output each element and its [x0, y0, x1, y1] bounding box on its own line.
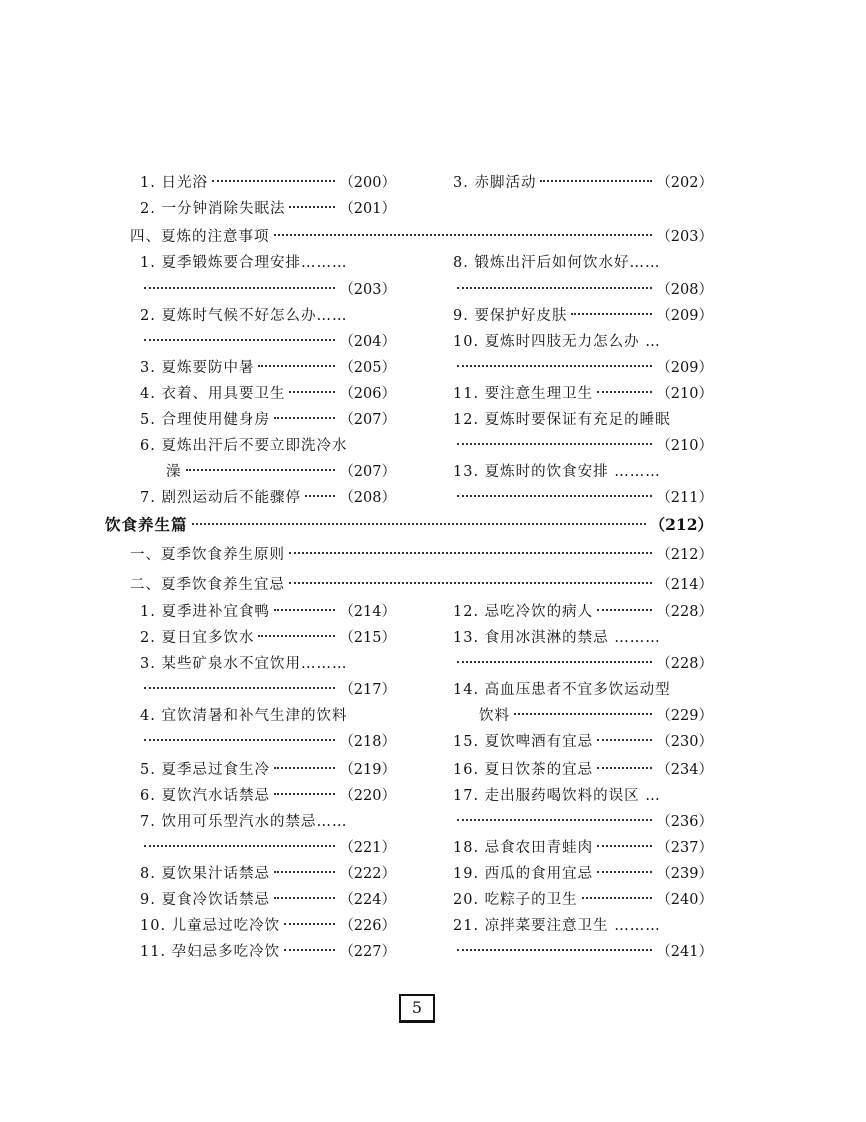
- toc-entry: [140, 331, 396, 353]
- toc-entry-title: 12. 忌吃冷饮的病人: [453, 604, 594, 620]
- dot-leader: [289, 391, 335, 393]
- toc-entry: [140, 811, 396, 833]
- toc-entry-page: （241）: [656, 944, 713, 960]
- toc-row: [0, 514, 866, 536]
- dot-leader: [457, 287, 652, 289]
- toc-entry: [453, 837, 713, 859]
- toc-entry-title: 11. 要注意生理卫生: [453, 386, 594, 402]
- toc-entry-title: 4. 宜饮清暑和补气生津的饮料: [140, 708, 348, 724]
- toc-entry: [140, 461, 396, 483]
- toc-entry: [140, 487, 396, 509]
- toc-entry-page: （207）: [339, 464, 396, 480]
- toc-entry-page: （236）: [656, 814, 713, 830]
- dot-leader: [305, 495, 335, 497]
- toc-entry-title: 6. 夏饮汽水话禁忌: [140, 788, 270, 804]
- dot-leader: [258, 365, 335, 367]
- toc-entry: [140, 705, 396, 727]
- toc-entry-page: （229）: [656, 708, 713, 724]
- toc-row: [0, 679, 866, 701]
- toc-entry-page: （203）: [656, 229, 713, 245]
- toc-row: [0, 461, 866, 483]
- toc-entry-page: （209）: [656, 360, 713, 376]
- toc-entry-title: 17. 走出服药喝饮料的误区 …: [453, 788, 661, 804]
- dot-leader: [597, 767, 652, 769]
- toc-row: [0, 383, 866, 405]
- dot-leader: [274, 897, 335, 899]
- dot-leader: [457, 819, 652, 821]
- dot-leader: [274, 417, 335, 419]
- toc-entry: [453, 627, 713, 649]
- dot-leader: [597, 871, 652, 873]
- toc-entry-title: 澡: [166, 464, 182, 480]
- toc-entry: [140, 198, 396, 220]
- toc-entry: [453, 172, 713, 194]
- toc-entry: [453, 383, 713, 405]
- toc-entry-title: 16. 夏日饮茶的宜忌: [453, 762, 594, 778]
- toc-entry: [453, 889, 713, 911]
- toc-row: [0, 198, 866, 220]
- toc-entry: [453, 487, 713, 509]
- toc-section-heading: [130, 574, 713, 596]
- toc-entry: [140, 759, 396, 781]
- dot-leader: [284, 949, 335, 951]
- dot-leader: [274, 609, 335, 611]
- toc-entry-page: （212）: [649, 515, 713, 534]
- toc-entry-title: 12. 夏炼时要保证有充足的睡眠: [453, 412, 671, 428]
- dot-leader: [289, 552, 652, 554]
- dot-leader: [144, 339, 335, 341]
- toc-section-heading: [130, 226, 713, 248]
- toc-entry-page: （205）: [339, 360, 396, 376]
- toc-entry-page: （222）: [339, 866, 396, 882]
- toc-entry: [140, 601, 396, 623]
- toc-entry-title: 13. 夏炼时的饮食安排 ………: [453, 464, 661, 480]
- toc-entry: [453, 252, 713, 274]
- dot-leader: [274, 767, 335, 769]
- toc-entry-title: 饮食养生篇: [105, 515, 188, 534]
- dot-leader: [274, 871, 335, 873]
- toc-entry-title: 饮料: [479, 708, 510, 724]
- toc-entry-page: （202）: [656, 175, 713, 191]
- toc-entry-page: （218）: [339, 734, 396, 750]
- toc-entry-title: 7. 剧烈运动后不能骤停: [140, 490, 301, 506]
- toc-entry: [140, 731, 396, 753]
- toc-row: [0, 811, 866, 833]
- dot-leader: [597, 609, 652, 611]
- toc-entry-page: （208）: [339, 490, 396, 506]
- toc-entry-page: （204）: [339, 334, 396, 350]
- toc-section-heading: [130, 544, 713, 566]
- toc-entry-title: 15. 夏饮啤酒有宜忌: [453, 734, 594, 750]
- toc-entry-page: （237）: [656, 840, 713, 856]
- dot-leader: [597, 845, 652, 847]
- dot-leader: [289, 206, 335, 208]
- toc-entry-page: （234）: [656, 762, 713, 778]
- toc-entry-page: （228）: [656, 656, 713, 672]
- dot-leader: [274, 234, 653, 236]
- toc-entry-title: 4. 衣着、用具要卫生: [140, 386, 286, 402]
- toc-entry-page: （214）: [339, 604, 396, 620]
- toc-entry-page: （217）: [339, 682, 396, 698]
- toc-entry-title: 20. 吃粽子的卫生: [453, 892, 578, 908]
- toc-entry-title: 8. 夏饮果汁话禁忌: [140, 866, 270, 882]
- toc-row: [0, 357, 866, 379]
- toc-entry: [140, 357, 396, 379]
- dot-leader: [457, 365, 652, 367]
- toc-row: [0, 837, 866, 859]
- toc-entry-title: 2. 夏日宜多饮水: [140, 630, 255, 646]
- toc-row: [0, 863, 866, 885]
- toc-entry-page: （220）: [339, 788, 396, 804]
- dot-leader: [457, 661, 652, 663]
- toc-entry-title: 一、夏季饮食养生原则: [130, 547, 285, 563]
- toc-entry: [453, 435, 713, 457]
- toc-row: [0, 226, 866, 248]
- toc-entry: [453, 331, 713, 353]
- toc-entry: [453, 653, 713, 675]
- toc-entry: [453, 601, 713, 623]
- toc-entry-page: （240）: [656, 892, 713, 908]
- toc-entry: [140, 172, 396, 194]
- toc-row: [0, 889, 866, 911]
- toc-entry-title: 21. 凉拌菜要注意卫生 ………: [453, 918, 661, 934]
- toc-row: [0, 705, 866, 727]
- toc-entry-title: 19. 西瓜的食用宜忌: [453, 866, 594, 882]
- dot-leader: [571, 313, 652, 315]
- dot-leader: [258, 635, 335, 637]
- toc-entry-title: 13. 食用冰淇淋的禁忌 ………: [453, 630, 661, 646]
- toc-entry-title: 四、夏炼的注意事项: [130, 229, 270, 245]
- dot-leader: [274, 793, 335, 795]
- dot-leader: [186, 469, 336, 471]
- toc-entry: [453, 785, 713, 807]
- toc-entry-title: 9. 要保护好皮肤: [453, 308, 568, 324]
- dot-leader: [457, 949, 652, 951]
- dot-leader: [144, 687, 335, 689]
- toc-entry: [140, 679, 396, 701]
- dot-leader: [457, 495, 652, 497]
- toc-row: [0, 252, 866, 274]
- toc-entry: [453, 941, 713, 963]
- toc-entry: [453, 279, 713, 301]
- toc-entry-page: （214）: [656, 577, 713, 593]
- toc-entry: [140, 409, 396, 431]
- toc-entry-title: 14. 高血压患者不宜多饮运动型: [453, 682, 671, 698]
- toc-entry-title: 二、夏季饮食养生宜忌: [130, 577, 285, 593]
- toc-entry: [140, 837, 396, 859]
- toc-row: [0, 279, 866, 301]
- toc-entry-page: （211）: [656, 490, 713, 506]
- toc-entry-page: （206）: [339, 386, 396, 402]
- toc-entry: [140, 435, 396, 457]
- dot-leader: [144, 287, 335, 289]
- dot-leader: [284, 923, 335, 925]
- toc-entry-title: 10. 儿童忌过吃冷饮: [140, 918, 281, 934]
- toc-entry-title: 9. 夏食冷饮话禁忌: [140, 892, 270, 908]
- toc-entry-title: 1. 日光浴: [140, 175, 208, 191]
- dot-leader: [597, 391, 652, 393]
- toc-entry-title: 11. 孕妇忌多吃冷饮: [140, 944, 281, 960]
- toc-entry-page: （219）: [339, 762, 396, 778]
- toc-entry-page: （226）: [339, 918, 396, 934]
- toc-entry: [140, 915, 396, 937]
- toc-entry: [140, 252, 396, 274]
- toc-entry-page: （221）: [339, 840, 396, 856]
- toc-entry-page: （200）: [339, 175, 396, 191]
- toc-row: [0, 759, 866, 781]
- toc-entry: [140, 279, 396, 301]
- toc-row: [0, 627, 866, 649]
- dot-leader: [514, 713, 652, 715]
- toc-entry-title: 5. 夏季忌过食生冷: [140, 762, 270, 778]
- toc-entry-page: （215）: [339, 630, 396, 646]
- toc-entry-title: 6. 夏炼出汗后不要立即洗冷水: [140, 438, 348, 454]
- toc-entry: [140, 863, 396, 885]
- toc-entry: [140, 785, 396, 807]
- toc-entry: [453, 863, 713, 885]
- toc-entry-page: （210）: [656, 438, 713, 454]
- toc-entry-title: 1. 夏季锻炼要合理安排………: [140, 255, 348, 271]
- toc-entry-title: 1. 夏季进补宜食鸭: [140, 604, 270, 620]
- toc-entry-title: 3. 赤脚活动: [453, 175, 537, 191]
- toc-row: [0, 435, 866, 457]
- toc-entry-page: （228）: [656, 604, 713, 620]
- toc-entry: [140, 383, 396, 405]
- toc-entry-title: 5. 合理使用健身房: [140, 412, 270, 428]
- toc-entry-page: （239）: [656, 866, 713, 882]
- toc-row: [0, 941, 866, 963]
- toc-entry-title: 3. 某些矿泉水不宜饮用………: [140, 656, 348, 672]
- toc-entry-page: （207）: [339, 412, 396, 428]
- toc-entry: [453, 705, 713, 727]
- toc-row: [0, 915, 866, 937]
- toc-entry-title: 7. 饮用可乐型汽水的禁忌……: [140, 814, 348, 830]
- toc-entry: [453, 409, 713, 431]
- toc-entry: [140, 627, 396, 649]
- toc-entry: [140, 305, 396, 327]
- toc-entry-title: 10. 夏炼时四肢无力怎么办 …: [453, 334, 661, 350]
- toc-part-heading: [105, 514, 713, 536]
- toc-entry: [140, 889, 396, 911]
- toc-entry-title: 18. 忌食农田青蛙肉: [453, 840, 594, 856]
- toc-entry-page: （210）: [656, 386, 713, 402]
- toc-entry-page: （227）: [339, 944, 396, 960]
- toc-entry: [140, 941, 396, 963]
- toc-entry-page: （230）: [656, 734, 713, 750]
- dot-leader: [457, 443, 652, 445]
- toc-row: [0, 544, 866, 566]
- dot-leader: [212, 180, 335, 182]
- toc-entry: [453, 915, 713, 937]
- toc-entry-page: （208）: [656, 282, 713, 298]
- toc-row: [0, 331, 866, 353]
- toc-entry-page: （203）: [339, 282, 396, 298]
- dot-leader: [192, 523, 646, 525]
- toc-entry: [453, 357, 713, 379]
- dot-leader: [144, 845, 335, 847]
- toc-row: [0, 653, 866, 675]
- toc-entry-title: 2. 一分钟消除失眠法: [140, 201, 286, 217]
- toc-entry-page: （224）: [339, 892, 396, 908]
- toc-row: [0, 172, 866, 194]
- toc-entry-page: （209）: [656, 308, 713, 324]
- toc-entry: [453, 305, 713, 327]
- dot-leader: [597, 739, 652, 741]
- toc-entry: [453, 679, 713, 701]
- toc-entry: [453, 461, 713, 483]
- toc-row: [0, 487, 866, 509]
- dot-leader: [289, 582, 652, 584]
- toc-row: [0, 409, 866, 431]
- toc-row: [0, 785, 866, 807]
- dot-leader: [144, 739, 335, 741]
- toc-row: [0, 731, 866, 753]
- toc-entry-page: （212）: [656, 547, 713, 563]
- dot-leader: [540, 180, 652, 182]
- toc-entry: [453, 731, 713, 753]
- toc-entry: [453, 759, 713, 781]
- toc-entry: [140, 653, 396, 675]
- toc-entry-title: 8. 锻炼出汗后如何饮水好……: [453, 255, 661, 271]
- toc-entry: [453, 811, 713, 833]
- toc-entry-page: （201）: [339, 201, 396, 217]
- dot-leader: [582, 897, 653, 899]
- page-number: 5: [399, 994, 435, 1023]
- toc-entry-title: 3. 夏炼要防中暑: [140, 360, 255, 376]
- toc-entry-title: 2. 夏炼时气候不好怎么办……: [140, 308, 348, 324]
- toc-row: [0, 601, 866, 623]
- toc-row: [0, 574, 866, 596]
- toc-row: [0, 305, 866, 327]
